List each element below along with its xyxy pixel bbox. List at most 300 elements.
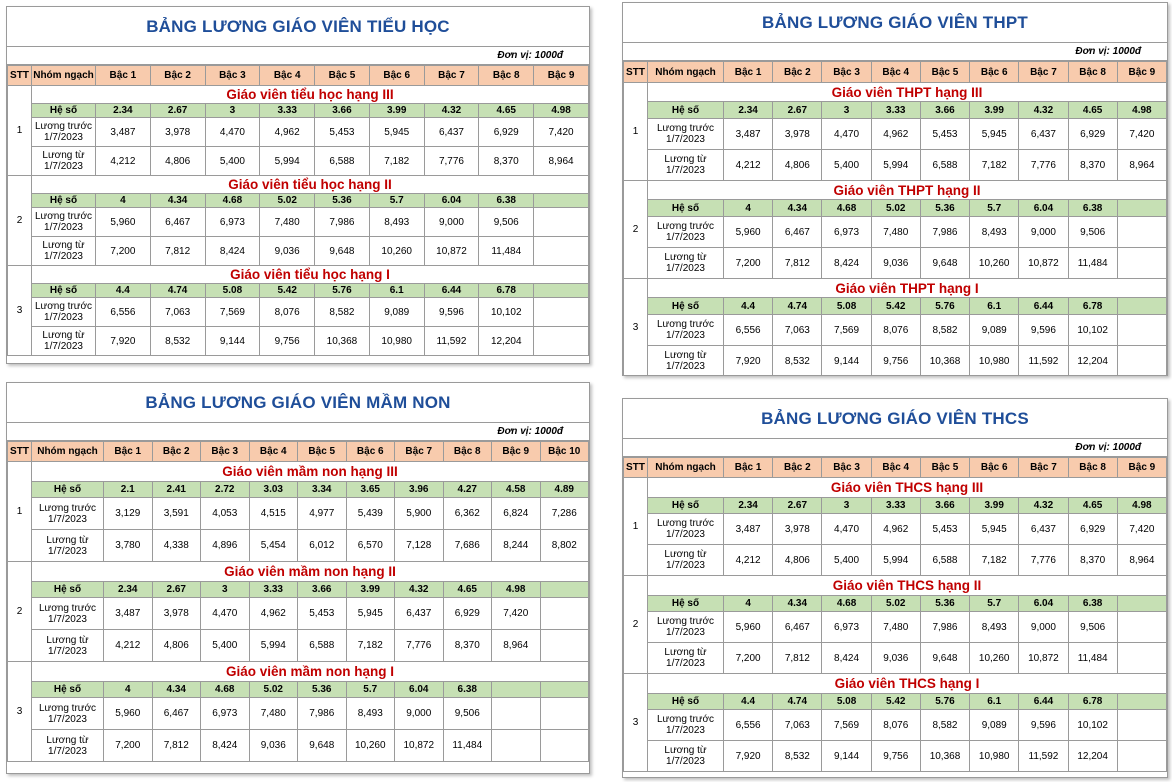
- salary-cell: 11,592: [1019, 346, 1068, 377]
- salary-cell: [1117, 741, 1166, 772]
- salary-cell: 6,012: [298, 530, 347, 562]
- salary-cell: 9,756: [871, 346, 920, 377]
- coef-cell: 5.36: [920, 200, 969, 217]
- panel-mam-non: [6, 382, 590, 774]
- salary-cell: 9,596: [424, 298, 479, 327]
- coef-cell: 4.32: [395, 582, 444, 598]
- salary-cell: 7,182: [970, 545, 1019, 576]
- coef-cell: 3.99: [346, 582, 395, 598]
- salary-cell: 9,506: [443, 698, 492, 730]
- salary-cell: 10,368: [315, 327, 370, 356]
- salary-label-line2: 1/7/2023: [666, 658, 705, 669]
- salary-cell: 7,569: [822, 710, 871, 741]
- salary-cell: [1117, 346, 1166, 377]
- coef-cell: 2.67: [150, 104, 205, 118]
- salary-cell: 7,420: [1117, 119, 1166, 150]
- salary-cell: 10,872: [1019, 248, 1068, 279]
- group-header: Nhóm ngạch: [32, 442, 104, 462]
- salary-cell: 8,532: [150, 327, 205, 356]
- salary-cell: 7,182: [346, 630, 395, 662]
- salary-cell: 7,920: [724, 741, 773, 772]
- coef-cell: 2.1: [104, 482, 153, 498]
- coef-cell: 4.65: [1068, 498, 1117, 514]
- salary-label: [648, 315, 724, 346]
- salary-label: [32, 698, 104, 730]
- table-title: BẢNG LƯƠNG GIÁO VIÊN TIỂU HỌC: [7, 7, 589, 47]
- salary-cell: 8,493: [346, 698, 395, 730]
- salary-cell: [534, 298, 589, 327]
- salary-cell: 7,182: [970, 150, 1019, 181]
- coef-cell: 4.74: [773, 298, 822, 315]
- salary-cell: [540, 698, 589, 730]
- salary-label-line2: 1/7/2023: [48, 513, 87, 525]
- unit-label: Đơn vị: 1000đ: [623, 439, 1167, 457]
- coef-cell: 6.44: [1019, 298, 1068, 315]
- coef-label: Hệ số: [32, 582, 104, 598]
- salary-cell: 3,487: [96, 118, 151, 147]
- salary-label-line1: Lương từ: [42, 150, 85, 161]
- salary-cell: [540, 630, 589, 662]
- salary-cell: 9,089: [970, 315, 1019, 346]
- salary-cell: 9,000: [424, 208, 479, 237]
- coef-cell: 5.76: [315, 284, 370, 298]
- coef-cell: 5.7: [970, 200, 1019, 217]
- salary-before-row: [8, 298, 589, 327]
- salary-cell: 6,437: [395, 598, 444, 630]
- unit-label: Đơn vị: 1000đ: [7, 423, 589, 441]
- coef-cell: 5.76: [920, 298, 969, 315]
- salary-cell: 5,994: [249, 630, 298, 662]
- salary-cell: 4,470: [205, 118, 260, 147]
- coef-row: [624, 694, 1167, 710]
- salary-cell: 7,776: [1019, 545, 1068, 576]
- salary-cell: 5,960: [96, 208, 151, 237]
- salary-cell: 6,973: [201, 698, 250, 730]
- salary-cell: 4,896: [201, 530, 250, 562]
- salary-cell: 7,200: [96, 237, 151, 266]
- salary-cell: 4,338: [152, 530, 201, 562]
- coef-cell: 2.67: [152, 582, 201, 598]
- salary-label-line1: Lương trước: [38, 502, 97, 514]
- salary-cell: 7,686: [443, 530, 492, 562]
- level-header: Bậc 1: [724, 62, 773, 83]
- coef-row: [624, 102, 1167, 119]
- section-row: [8, 662, 589, 682]
- stt-cell: 3: [8, 662, 32, 762]
- header-row: [624, 62, 1167, 83]
- level-header: Bậc 4: [871, 458, 920, 478]
- coef-label: Hệ số: [32, 682, 104, 698]
- salary-cell: 5,945: [369, 118, 424, 147]
- salary-label-line1: Lương từ: [46, 734, 89, 746]
- level-header: Bậc 6: [970, 458, 1019, 478]
- salary-cell: 7,986: [920, 612, 969, 643]
- salary-label: [648, 710, 724, 741]
- stt-cell: 2: [8, 562, 32, 662]
- coef-cell: 3.99: [970, 498, 1019, 514]
- salary-after-row: [624, 643, 1167, 674]
- salary-cell: 7,480: [871, 217, 920, 248]
- salary-cell: 6,467: [150, 208, 205, 237]
- coef-cell: 3.34: [298, 482, 347, 498]
- salary-cell: 4,962: [260, 118, 315, 147]
- coef-cell: 5.08: [205, 284, 260, 298]
- salary-label-line2: 1/7/2023: [44, 222, 83, 233]
- salary-label-line1: Lương từ: [664, 350, 707, 361]
- coef-cell: 5.42: [871, 694, 920, 710]
- salary-cell: 6,437: [1019, 514, 1068, 545]
- header-row: [8, 66, 589, 86]
- salary-cell: 7,569: [205, 298, 260, 327]
- salary-cell: 7,286: [540, 498, 589, 530]
- salary-cell: 4,806: [152, 630, 201, 662]
- coef-cell: 6.44: [424, 284, 479, 298]
- salary-cell: 11,484: [443, 730, 492, 762]
- salary-cell: 9,506: [1068, 612, 1117, 643]
- salary-cell: 11,484: [1068, 248, 1117, 279]
- coef-label: Hệ số: [648, 200, 724, 217]
- salary-label-line2: 1/7/2023: [666, 134, 705, 145]
- coef-cell: 2.41: [152, 482, 201, 498]
- salary-label-line1: Lương từ: [664, 252, 707, 263]
- coef-cell: 3.03: [249, 482, 298, 498]
- coef-cell: 4.4: [96, 284, 151, 298]
- section-row: [8, 462, 589, 482]
- salary-cell: 6,588: [920, 545, 969, 576]
- coef-cell: 5.36: [315, 194, 370, 208]
- coef-row: [624, 498, 1167, 514]
- salary-cell: 6,556: [724, 710, 773, 741]
- salary-before-row: [8, 698, 589, 730]
- salary-label: [648, 150, 724, 181]
- coef-cell: 5.02: [871, 200, 920, 217]
- salary-label-line2: 1/7/2023: [666, 725, 705, 736]
- salary-cell: 8,424: [205, 237, 260, 266]
- salary-cell: 8,244: [492, 530, 541, 562]
- coef-cell: 4: [96, 194, 151, 208]
- salary-cell: 4,212: [724, 150, 773, 181]
- salary-cell: 5,945: [346, 598, 395, 630]
- salary-label-line2: 1/7/2023: [44, 312, 83, 323]
- salary-cell: 7,812: [152, 730, 201, 762]
- salary-cell: 9,596: [1019, 710, 1068, 741]
- salary-cell: 9,036: [871, 248, 920, 279]
- coef-cell: 4.32: [1019, 102, 1068, 119]
- section-row: [8, 176, 589, 194]
- salary-cell: 6,973: [822, 217, 871, 248]
- section-title: Giáo viên mầm non hạng I: [32, 662, 589, 682]
- salary-label-line2: 1/7/2023: [666, 529, 705, 540]
- coef-label: Hệ số: [32, 194, 96, 208]
- salary-cell: 7,986: [298, 698, 347, 730]
- level-header: Bậc 1: [104, 442, 153, 462]
- salary-after-row: [8, 327, 589, 356]
- salary-cell: 7,776: [424, 147, 479, 176]
- salary-cell: 7,420: [1117, 514, 1166, 545]
- salary-label-line2: 1/7/2023: [666, 232, 705, 243]
- salary-label-line1: Lương trước: [38, 602, 97, 614]
- coef-cell: 3.65: [346, 482, 395, 498]
- salary-label-line1: Lương từ: [42, 330, 85, 341]
- salary-cell: 12,204: [1068, 741, 1117, 772]
- salary-cell: 6,437: [424, 118, 479, 147]
- salary-cell: 8,532: [773, 741, 822, 772]
- salary-after-row: [624, 741, 1167, 772]
- salary-cell: 5,400: [822, 150, 871, 181]
- salary-cell: [1117, 315, 1166, 346]
- stt-cell: 3: [8, 266, 32, 356]
- salary-cell: 7,920: [724, 346, 773, 377]
- salary-cell: 4,962: [249, 598, 298, 630]
- stt-header: STT: [8, 66, 32, 86]
- salary-cell: 4,806: [773, 545, 822, 576]
- panel-tieu-hoc: [6, 6, 590, 364]
- coef-cell: 3.99: [369, 104, 424, 118]
- level-header: Bậc 3: [205, 66, 260, 86]
- coef-row: [8, 582, 589, 598]
- coef-cell: 3.33: [260, 104, 315, 118]
- salary-label: [648, 248, 724, 279]
- salary-cell: 9,036: [260, 237, 315, 266]
- section-row: [624, 674, 1167, 694]
- salary-cell: 6,467: [152, 698, 201, 730]
- stt-header: STT: [624, 458, 648, 478]
- coef-cell: 4.32: [424, 104, 479, 118]
- salary-after-row: [8, 147, 589, 176]
- salary-cell: [534, 327, 589, 356]
- section-row: [8, 562, 589, 582]
- coef-cell: 6.38: [1068, 200, 1117, 217]
- salary-cell: 4,806: [150, 147, 205, 176]
- coef-label: Hệ số: [648, 102, 724, 119]
- salary-label: [648, 217, 724, 248]
- coef-cell: 4.4: [724, 694, 773, 710]
- stt-header: STT: [8, 442, 32, 462]
- panel-thcs: [622, 398, 1168, 778]
- salary-cell: 10,260: [970, 248, 1019, 279]
- coef-cell: 6.44: [1019, 694, 1068, 710]
- salary-label: [648, 741, 724, 772]
- salary-cell: 4,977: [298, 498, 347, 530]
- salary-cell: 6,973: [205, 208, 260, 237]
- salary-cell: 7,420: [492, 598, 541, 630]
- salary-cell: 3,978: [150, 118, 205, 147]
- salary-cell: 3,487: [724, 119, 773, 150]
- header-row: [624, 458, 1167, 478]
- salary-cell: 5,960: [104, 698, 153, 730]
- salary-cell: 7,063: [773, 315, 822, 346]
- stt-header: STT: [624, 62, 648, 83]
- salary-cell: 4,515: [249, 498, 298, 530]
- coef-cell: 2.34: [724, 498, 773, 514]
- level-header: Bậc 9: [1117, 62, 1166, 83]
- salary-cell: 8,582: [315, 298, 370, 327]
- salary-cell: [534, 237, 589, 266]
- salary-label: [32, 208, 96, 237]
- salary-before-row: [8, 498, 589, 530]
- section-title: Giáo viên tiểu học hạng II: [32, 176, 589, 194]
- salary-cell: 11,592: [424, 327, 479, 356]
- salary-cell: 9,000: [1019, 217, 1068, 248]
- salary-cell: 8,370: [479, 147, 534, 176]
- salary-cell: 7,420: [534, 118, 589, 147]
- salary-label-line2: 1/7/2023: [666, 756, 705, 767]
- level-header: Bậc 3: [822, 458, 871, 478]
- coef-cell: 6.1: [369, 284, 424, 298]
- coef-row: [8, 682, 589, 698]
- coef-label: Hệ số: [32, 104, 96, 118]
- level-header: Bậc 7: [1019, 62, 1068, 83]
- salary-cell: 9,756: [260, 327, 315, 356]
- salary-cell: 3,978: [773, 119, 822, 150]
- salary-before-row: [624, 119, 1167, 150]
- stt-cell: 3: [624, 674, 648, 772]
- coef-label: Hệ số: [648, 596, 724, 612]
- salary-before-row: [624, 710, 1167, 741]
- salary-label: [32, 730, 104, 762]
- salary-cell: 6,467: [773, 217, 822, 248]
- salary-cell: 3,780: [104, 530, 153, 562]
- level-header: Bậc 6: [369, 66, 424, 86]
- salary-cell: 8,493: [970, 612, 1019, 643]
- salary-cell: 7,480: [260, 208, 315, 237]
- unit-label: Đơn vị: 1000đ: [7, 47, 589, 65]
- salary-cell: 5,453: [315, 118, 370, 147]
- salary-cell: 6,437: [1019, 119, 1068, 150]
- salary-cell: 8,964: [1117, 150, 1166, 181]
- coef-cell: 3.66: [920, 498, 969, 514]
- salary-cell: 6,588: [315, 147, 370, 176]
- salary-label-line1: Lương trước: [656, 518, 715, 529]
- section-row: [624, 279, 1167, 298]
- salary-label-line1: Lương từ: [664, 549, 707, 560]
- salary-cell: 9,000: [395, 698, 444, 730]
- coef-label: Hệ số: [32, 284, 96, 298]
- coef-cell: [1117, 200, 1166, 217]
- salary-cell: 5,454: [249, 530, 298, 562]
- salary-cell: 5,994: [871, 150, 920, 181]
- salary-cell: 7,920: [96, 327, 151, 356]
- coef-cell: 6.38: [443, 682, 492, 698]
- salary-cell: 5,400: [205, 147, 260, 176]
- section-title: Giáo viên THPT hạng III: [648, 83, 1167, 102]
- level-header: Bậc 5: [315, 66, 370, 86]
- coef-cell: [1117, 596, 1166, 612]
- coef-cell: [492, 682, 541, 698]
- salary-cell: 8,964: [1117, 545, 1166, 576]
- coef-cell: 4: [724, 596, 773, 612]
- salary-cell: 4,470: [201, 598, 250, 630]
- stt-cell: 2: [624, 576, 648, 674]
- coef-cell: 6.1: [970, 694, 1019, 710]
- salary-cell: 7,812: [773, 643, 822, 674]
- salary-cell: 8,424: [201, 730, 250, 762]
- coef-cell: 6.38: [479, 194, 534, 208]
- salary-label: [32, 598, 104, 630]
- salary-cell: 7,776: [1019, 150, 1068, 181]
- salary-cell: 10,980: [970, 346, 1019, 377]
- salary-cell: 8,370: [1068, 545, 1117, 576]
- coef-cell: 4.68: [822, 200, 871, 217]
- salary-cell: [1117, 710, 1166, 741]
- coef-cell: 4.4: [724, 298, 773, 315]
- salary-label: [32, 298, 96, 327]
- coef-cell: 4.74: [150, 284, 205, 298]
- salary-cell: 9,648: [920, 248, 969, 279]
- salary-cell: 7,063: [773, 710, 822, 741]
- level-header: Bậc 4: [249, 442, 298, 462]
- salary-cell: 8,424: [822, 643, 871, 674]
- coef-cell: 3: [822, 498, 871, 514]
- salary-after-row: [8, 237, 589, 266]
- salary-label: [648, 545, 724, 576]
- salary-cell: 4,470: [822, 514, 871, 545]
- coef-cell: 2.67: [773, 498, 822, 514]
- salary-cell: 6,929: [479, 118, 534, 147]
- coef-cell: 3.33: [871, 498, 920, 514]
- salary-label-line2: 1/7/2023: [666, 627, 705, 638]
- stt-cell: 1: [8, 462, 32, 562]
- coef-cell: 2.34: [724, 102, 773, 119]
- salary-label: [648, 346, 724, 377]
- salary-before-row: [624, 514, 1167, 545]
- level-header: Bậc 6: [970, 62, 1019, 83]
- salary-cell: 4,212: [724, 545, 773, 576]
- coef-cell: 6.04: [1019, 200, 1068, 217]
- salary-cell: 5,900: [395, 498, 444, 530]
- salary-before-row: [624, 612, 1167, 643]
- level-header: Bậc 6: [346, 442, 395, 462]
- salary-cell: 6,570: [346, 530, 395, 562]
- coef-cell: 4.34: [773, 200, 822, 217]
- salary-cell: 10,980: [970, 741, 1019, 772]
- level-header: Bậc 1: [96, 66, 151, 86]
- salary-cell: 10,260: [346, 730, 395, 762]
- salary-label-line1: Lương trước: [656, 319, 715, 330]
- salary-cell: 7,812: [773, 248, 822, 279]
- coef-cell: 4.68: [201, 682, 250, 698]
- coef-label: Hệ số: [648, 498, 724, 514]
- coef-cell: [1117, 694, 1166, 710]
- coef-cell: 6.38: [1068, 596, 1117, 612]
- coef-cell: 4.58: [492, 482, 541, 498]
- level-header: Bậc 5: [920, 62, 969, 83]
- coef-cell: 4.89: [540, 482, 589, 498]
- salary-label: [648, 514, 724, 545]
- coef-cell: 6.78: [1068, 298, 1117, 315]
- salary-label: [32, 498, 104, 530]
- salary-label-line1: Lương trước: [656, 123, 715, 134]
- coef-cell: 2.34: [104, 582, 153, 598]
- salary-cell: 5,453: [920, 514, 969, 545]
- salary-cell: 9,144: [822, 741, 871, 772]
- coef-cell: 6.1: [970, 298, 1019, 315]
- salary-cell: 5,453: [920, 119, 969, 150]
- coef-cell: 4: [724, 200, 773, 217]
- salary-cell: 5,960: [724, 612, 773, 643]
- header-row: [8, 442, 589, 462]
- salary-label-line2: 1/7/2023: [48, 645, 87, 657]
- coef-cell: 5.76: [920, 694, 969, 710]
- section-row: [8, 86, 589, 104]
- level-header: Bậc 9: [492, 442, 541, 462]
- coef-row: [8, 284, 589, 298]
- salary-cell: [1117, 248, 1166, 279]
- salary-cell: 8,493: [369, 208, 424, 237]
- level-header: Bậc 5: [920, 458, 969, 478]
- salary-cell: 4,053: [201, 498, 250, 530]
- coef-cell: 4.65: [1068, 102, 1117, 119]
